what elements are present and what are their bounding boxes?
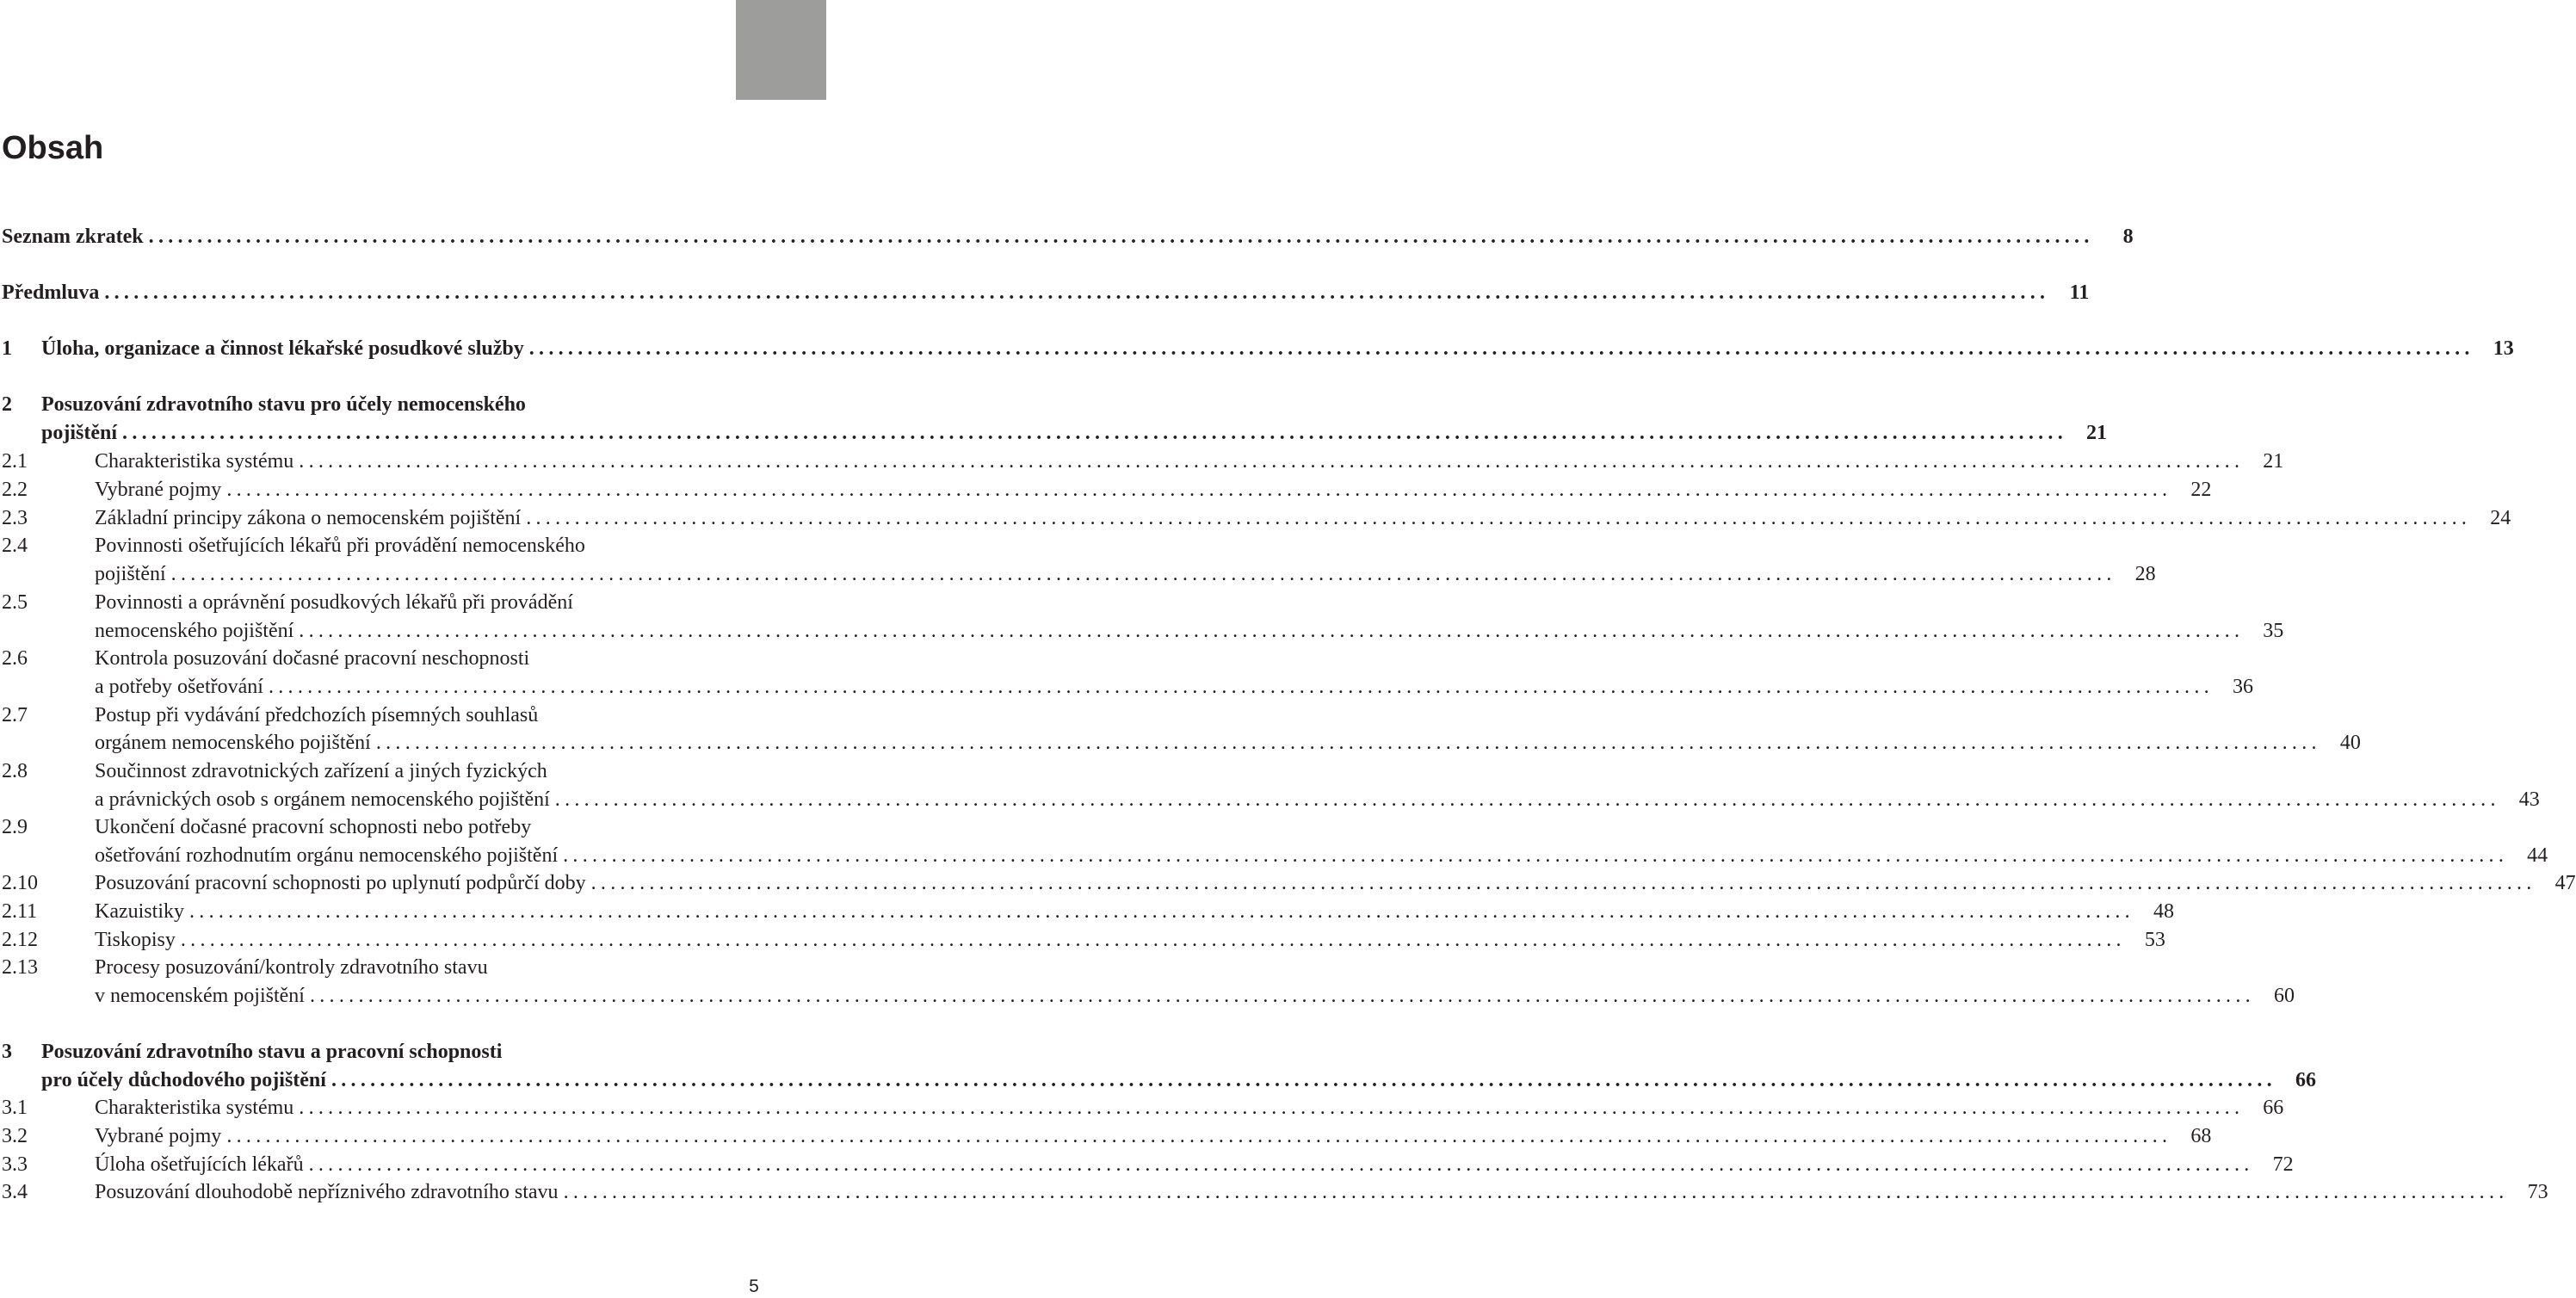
- toc-entry-title: Charakteristika systému: [95, 450, 294, 473]
- toc-entry-page: 8: [2122, 226, 2134, 248]
- toc-entry-title: Vybrané pojmy: [95, 479, 222, 501]
- dot-leader: ........................................................................................................................................................................................................: [226, 479, 2172, 501]
- toc-entry-page: 35: [2263, 620, 2284, 642]
- toc-entry-line: [2, 1179, 2548, 1205]
- toc-entry-title: Kontrola posuzování dočasné pracovní neschopnosti: [95, 647, 530, 670]
- toc-entry-title: Posuzování dlouhodobě nepříznivého zdravotního stavu: [95, 1181, 559, 1203]
- toc-entry-line: [2, 814, 730, 840]
- toc-entry-title: Úloha ošetřujících lékařů: [95, 1153, 304, 1176]
- toc-entry-line: [41, 1067, 2316, 1093]
- toc-entry-line: [2, 1123, 2212, 1149]
- dot-leader: ........................................................................................................................................................................................................: [148, 226, 2094, 248]
- toc-entry-line: [2, 899, 2174, 924]
- toc-entry-page: 53: [2144, 929, 2165, 951]
- toc-entry-line: [2, 477, 2212, 503]
- toc-entry-number: 3: [2, 1041, 12, 1063]
- toc-entry-page: 66: [2263, 1097, 2284, 1119]
- toc-entry-line: [41, 674, 2253, 700]
- toc-entry-title: Základní principy zákona o nemocenském pojištění: [95, 507, 522, 529]
- toc-entry-number: 2.12: [2, 929, 38, 951]
- toc-entry-page: 48: [2153, 900, 2174, 923]
- toc-entry-title: a právnických osob s orgánem nemocenského pojištění: [95, 788, 550, 811]
- toc-entry-page: 21: [2263, 450, 2284, 473]
- toc-entry-title: a potřeby ošetřování: [95, 676, 263, 698]
- toc-entry-page: 24: [2490, 507, 2511, 529]
- toc-entry-number: 2.4: [2, 535, 28, 557]
- dot-leader: ........................................................................................................................................................................................................: [309, 985, 2255, 1007]
- page-number: 5: [749, 1276, 759, 1296]
- toc-entry-line: [41, 983, 2295, 1009]
- toc-entry-page: 11: [2069, 281, 2090, 304]
- dot-leader: ........................................................................................................................................................................................................: [180, 929, 2126, 951]
- toc-entry-line: [41, 561, 2156, 587]
- toc-entry-line: [2, 505, 2511, 531]
- toc-entry-title: ošetřování rozhodnutím orgánu nemocenského pojištění: [95, 844, 559, 867]
- toc-entry-number: 1: [2, 337, 12, 360]
- toc-entry-number: 2.6: [2, 647, 28, 670]
- toc-entry-title: pojištění: [41, 422, 118, 444]
- toc-entry-number: 2.5: [2, 591, 28, 614]
- toc-entry-page: 72: [2272, 1153, 2294, 1176]
- toc-entry-page: 21: [2086, 422, 2108, 444]
- toc-entry-page: 47: [2554, 872, 2576, 894]
- toc-entry-page: 68: [2190, 1125, 2212, 1147]
- dot-leader: ........................................................................................................................................................................................................: [330, 1069, 2276, 1091]
- toc-entry-line: [2, 870, 2576, 896]
- toc-entry-number: 2.7: [2, 704, 28, 726]
- toc-entry-page: 44: [2527, 844, 2548, 867]
- toc-entry-line: [2, 448, 2284, 474]
- toc-entry-line: [2, 224, 2134, 250]
- toc-entry-page: 73: [2527, 1181, 2548, 1203]
- toc-entry-title: Kazuistiky: [95, 900, 184, 923]
- toc-entry-page: 22: [2190, 479, 2212, 501]
- toc-entry-page: 36: [2232, 676, 2253, 698]
- toc-entry-title: orgánem nemocenského pojištění: [95, 732, 371, 754]
- toc-entry-title: Ukončení dočasné pracovní schopnosti nebo potřeby: [95, 816, 532, 838]
- toc-entry-line: [2, 646, 730, 671]
- toc-entry-line: [2, 1152, 2294, 1177]
- toc-entry-number: 2.8: [2, 760, 28, 782]
- toc-entry-title: pro účely důchodového pojištění: [41, 1069, 326, 1091]
- page-title: Obsah: [2, 130, 104, 166]
- toc-entry-title: Vybrané pojmy: [95, 1125, 222, 1147]
- toc-entry-title: Povinnosti a oprávnění posudkových lékařů při provádění: [95, 591, 573, 614]
- toc-entry-number: 2.13: [2, 956, 38, 979]
- toc-entry-page: 60: [2273, 985, 2295, 1007]
- toc-entry-number: 3.4: [2, 1181, 28, 1203]
- toc-entry-number: 3.1: [2, 1097, 28, 1119]
- toc-entry-number: 3.2: [2, 1125, 28, 1147]
- toc-entry-number: 2.11: [2, 900, 38, 923]
- toc-entry-title: pojištění: [95, 563, 166, 585]
- toc-entry-page: 40: [2339, 732, 2361, 754]
- toc-entry-line: [2, 702, 730, 728]
- toc-entry-line: [2, 533, 730, 559]
- toc-entry-title: Seznam zkratek: [2, 226, 144, 248]
- dot-leader: ........................................................................................................................................................................................................: [268, 676, 2214, 698]
- dot-leader: ........................................................................................................................................................................................................: [526, 507, 2472, 529]
- toc-entry-page: 43: [2518, 788, 2540, 811]
- toc-entry-line: [2, 280, 2090, 306]
- dot-leader: ........................................................................................................................................................................................................: [375, 732, 2321, 754]
- toc-entry-line: [2, 927, 2165, 953]
- toc-entry-title: Součinnost zdravotnických zařízení a jiných fyzických: [95, 760, 547, 782]
- toc-entry-line: [41, 730, 2361, 756]
- toc-entry-line: [2, 590, 730, 615]
- toc-entry-line: [2, 955, 730, 980]
- toc-entry-title: Procesy posuzování/kontroly zdravotního stavu: [95, 956, 488, 979]
- dot-leader: ........................................................................................................................................................................................................: [590, 872, 2536, 894]
- toc-entry-line: [2, 336, 2514, 362]
- dot-leader: ........................................................................................................................................................................................................: [563, 1181, 2509, 1203]
- toc-entry-number: 2.1: [2, 450, 28, 473]
- toc-entry-title: Tiskopisy: [95, 929, 176, 951]
- toc-entry-title: Posuzování zdravotního stavu pro účely nemocenského: [41, 393, 526, 416]
- toc-entry-number: 2.2: [2, 479, 28, 501]
- dot-leader: ........................................................................................................................................................................................................: [188, 900, 2134, 923]
- toc-entry-line: [41, 618, 2284, 644]
- toc-entry-line: [2, 1095, 2284, 1121]
- toc-entry-title: Předmluva: [2, 281, 100, 304]
- toc-entry-line: [2, 392, 730, 417]
- dot-leader: ........................................................................................................................................................................................................: [299, 620, 2245, 642]
- toc-entry-title: Postup při vydávání předchozích písemných souhlasů: [95, 704, 539, 726]
- dot-leader: ........................................................................................................................................................................................................: [554, 788, 2500, 811]
- dot-leader: ........................................................................................................................................................................................................: [563, 844, 2509, 867]
- dot-leader: ........................................................................................................................................................................................................: [308, 1153, 2254, 1176]
- toc-entry-number: 2: [2, 393, 12, 416]
- dot-leader: ........................................................................................................................................................................................................: [226, 1125, 2172, 1147]
- toc-entry-number: 2.10: [2, 872, 38, 894]
- toc-entry-number: 2.9: [2, 816, 28, 838]
- dot-leader: ........................................................................................................................................................................................................: [122, 422, 2068, 444]
- toc-entry-title: Posuzování pracovní schopnosti po uplynutí podpůrčí doby: [95, 872, 586, 894]
- toc-entry-title: v nemocenském pojištění: [95, 985, 305, 1007]
- dot-leader: ........................................................................................................................................................................................................: [299, 450, 2245, 473]
- toc-entry-line: [41, 420, 2108, 446]
- toc-entry-title: nemocenského pojištění: [95, 620, 294, 642]
- toc-entry-line: [41, 787, 2540, 813]
- toc-entry-number: 2.3: [2, 507, 28, 529]
- toc-entry-number: 3.3: [2, 1153, 28, 1176]
- toc-entry-page: 28: [2134, 563, 2156, 585]
- toc-entry-title: Povinnosti ošetřujících lékařů při provádění nemocenského: [95, 535, 585, 557]
- dot-leader: ........................................................................................................................................................................................................: [299, 1097, 2245, 1119]
- toc-entry-line: [2, 758, 730, 784]
- dot-leader: ........................................................................................................................................................................................................: [104, 281, 2050, 304]
- toc-entry-line: [41, 843, 2548, 868]
- toc-entry-line: [2, 1039, 730, 1065]
- toc-entry-page: 66: [2295, 1069, 2316, 1091]
- toc-entry-page: 13: [2493, 337, 2514, 360]
- toc-entry-title: Posuzování zdravotního stavu a pracovní schopnosti: [41, 1041, 503, 1063]
- chapter-tab-marker: [736, 0, 826, 100]
- dot-leader: ........................................................................................................................................................................................................: [170, 563, 2116, 585]
- toc-entry-title: Charakteristika systému: [95, 1097, 294, 1119]
- dot-leader: ........................................................................................................................................................................................................: [528, 337, 2474, 360]
- toc-entry-title: Úloha, organizace a činnost lékařské posudkové služby: [41, 337, 524, 360]
